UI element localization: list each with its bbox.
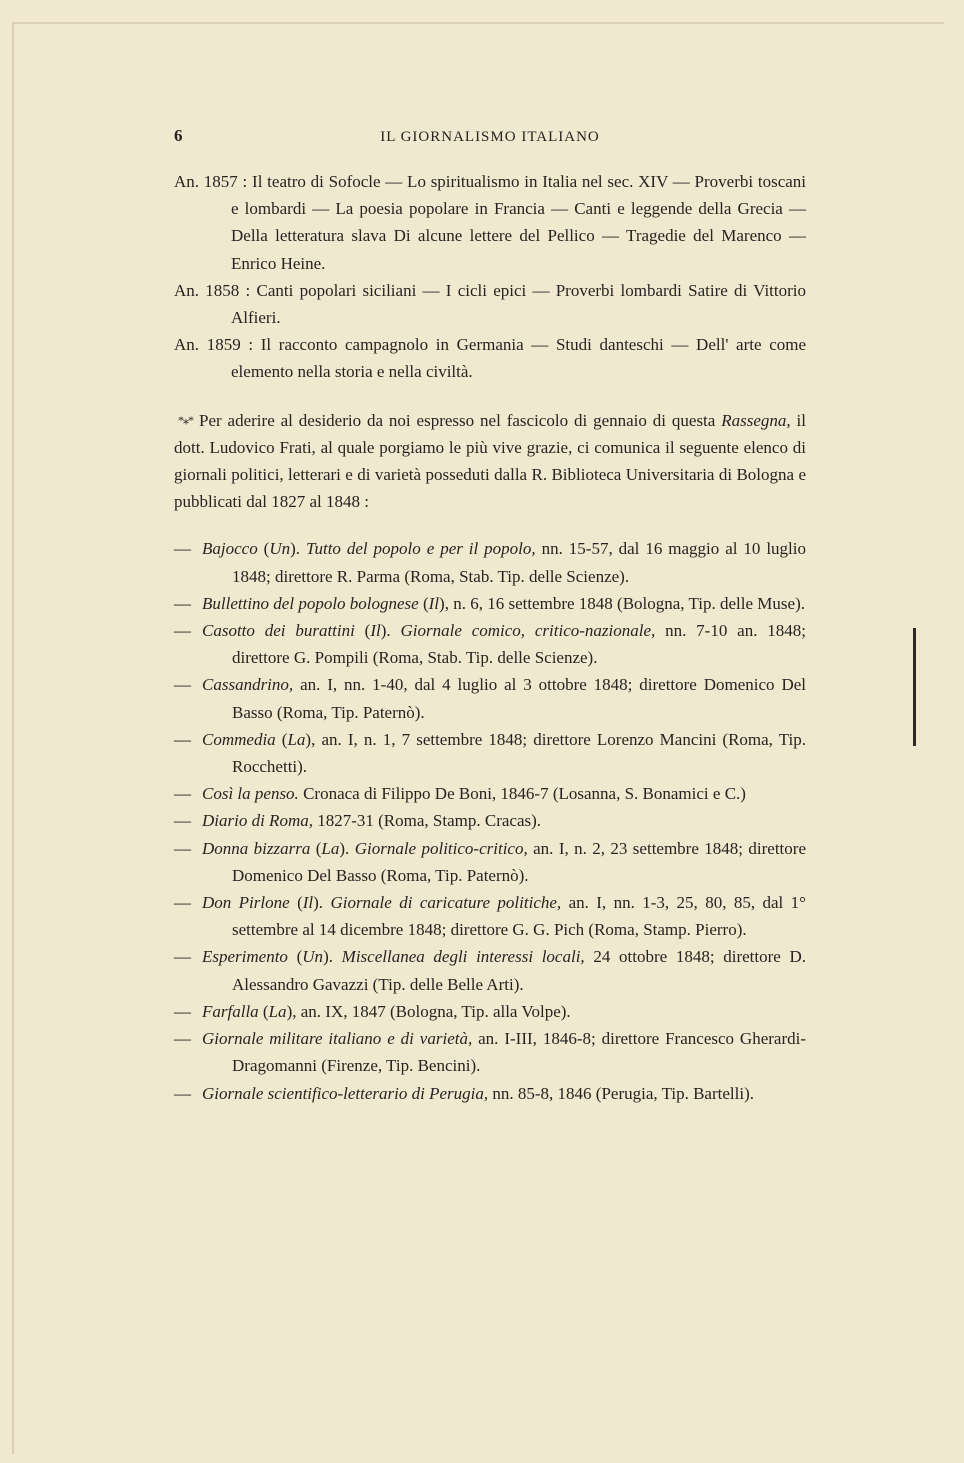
journal-title: Cassandrino,	[202, 675, 294, 695]
journal-title: Bajocco	[202, 539, 258, 559]
journal-details: Cronaca di Filippo De Boni, 1846-7 (Losanna, S. Bonamici e C.)	[303, 784, 746, 804]
journal-entry	[174, 807, 806, 834]
journal-details: n. 6, 16 settembre 1848 (Bologna, Tip. delle Muse).	[453, 593, 805, 613]
journal-title: Casotto dei burattini	[202, 621, 355, 641]
journal-article: La	[268, 1001, 287, 1021]
journal-entry	[174, 780, 806, 807]
dash-marker: —	[174, 947, 191, 967]
dash-marker: —	[174, 593, 191, 613]
year-entry	[174, 168, 806, 277]
journal-details: an. I, n. 1, 7 settembre 1848; direttore Lorenzo Mancini (Roma, Tip. Rocchetti).	[232, 729, 806, 777]
journal-details: nn. 7-10 an. 1848; direttore G. Pompili (Roma, Stab. Tip. delle Scienze).	[232, 621, 807, 668]
dash-marker: —	[174, 621, 191, 641]
dash-marker: —	[174, 729, 191, 749]
dash-marker: —	[174, 784, 191, 804]
journal-article: Il	[370, 621, 381, 641]
journal-title: Don Pirlone	[202, 893, 290, 913]
dash-marker: —	[174, 838, 191, 858]
year-text: Il racconto campagnolo in Germania — Studi danteschi — Dell' arte come elemento nella storia e nella civiltà.	[231, 335, 807, 382]
asterism-glyph: *⁎*	[178, 412, 193, 427]
dash-marker: —	[174, 1083, 191, 1103]
journal-entry: — Bullettino del popolo bolognese (Il), n. 6, 16 settembre 1848 (Bologna, Tip. delle Muse).	[174, 590, 806, 617]
journal-title: Donna bizzarra	[202, 838, 311, 858]
journal-title: Giornale militare italiano e di varietà,	[202, 1029, 473, 1049]
journal-subtitle: Tutto del popolo e per il popolo,	[305, 539, 536, 559]
year-entry	[174, 331, 806, 385]
journal-entry: — Donna bizzarra (La). Giornale politico-critico, an. I, n. 2, 23 settembre 1848; direttore Domenico Del Basso (Roma, Tip. Paternò).	[174, 835, 806, 889]
journal-title: Esperimento	[202, 947, 288, 967]
journal-list	[174, 535, 806, 1106]
journal-details: an. I-III, 1846-8; direttore Francesco Gherardi-Dragomanni (Firenze, Tip. Bencini).	[232, 1029, 807, 1076]
journal-details: nn. 15-57, dal 16 maggio al 10 luglio 1848; direttore R. Parma (Roma, Stab. Tip. delle Scienze).	[232, 539, 807, 586]
journal-article: Un	[269, 539, 291, 559]
year-text: Il teatro di Sofocle — Lo spiritualismo in Italia nel sec. XIV — Proverbi toscani e lombardi — La poesia popolare in Francia — Canti e leggende della Grecia — Della letteratura slava Di alcune lettere del Pellico — Tragedie del Marenco — Enrico Heine.	[231, 172, 807, 273]
journal-details: an. I, nn. 1-40, dal 4 luglio al 3 ottobre 1848; direttore Domenico Del Basso (Roma, Tip. Paternò).	[232, 675, 806, 722]
journal-title: Così la penso.	[202, 784, 299, 804]
year-label: An. 1859 :	[174, 335, 254, 355]
dash-marker: —	[174, 1029, 191, 1049]
year-entry	[174, 277, 806, 331]
journal-title: Commedia	[202, 729, 276, 749]
journal-entry: — Don Pirlone (Il). Giornale di caricature politiche, an. I, nn. 1-3, 25, 80, 85, dal 1° settembre al 14 dicembre 1848; direttore G. G. Pich (Roma, Stamp. Pierro).	[174, 889, 806, 943]
dash-marker: —	[174, 893, 191, 913]
journal-article: Un	[302, 947, 324, 967]
year-text: Canti popolari siciliani — I cicli epici — Proverbi lombardi Satire di Vittorio Alfieri.	[231, 280, 807, 328]
journal-subtitle: Miscellanea degli interessi locali,	[341, 947, 585, 967]
running-title: IL GIORNALISMO ITALIANO	[380, 129, 600, 145]
page-header	[174, 122, 806, 150]
journal-entry	[174, 1025, 806, 1079]
margin-mark	[913, 628, 916, 746]
dash-marker: —	[174, 675, 191, 695]
journal-article: La	[287, 729, 306, 749]
dash-marker: —	[174, 539, 191, 559]
page-content	[174, 122, 806, 1107]
note-text: il dott. Ludovico Frati, al quale porgiamo le più vive grazie, ci comunica il seguente elenco di giornali politici, letterari e di varietà posseduti dalla R. Biblioteca Universitaria di Bologna e pubblicati dal 1827 al 1848 :	[174, 410, 806, 512]
year-label: An. 1858 :	[174, 280, 251, 300]
journal-details: an. IX, 1847 (Bologna, Tip. alla Volpe).	[300, 1001, 571, 1021]
journal-entry: — Commedia (La), an. I, n. 1, 7 settembre 1848; direttore Lorenzo Mancini (Roma, Tip. Rocchetti).	[174, 726, 806, 780]
journal-subtitle: Giornale politico-critico,	[354, 838, 528, 858]
journal-title: Giornale scientifico-letterario di Perugia,	[202, 1083, 489, 1103]
journal-details: an. I, nn. 1-3, 25, 80, 85, dal 1° settembre al 14 dicembre 1848; direttore G. G. Pich (Roma, Stamp. Pierro).	[232, 893, 806, 940]
journal-details: 24 ottobre 1848; direttore D. Alessandro Gavazzi (Tip. delle Belle Arti).	[232, 947, 807, 994]
note-text: Per aderire al desiderio da noi espresso nel fascicolo di gennaio di questa	[199, 410, 722, 430]
journal-article: Il	[302, 893, 314, 913]
journal-entry	[174, 1080, 806, 1107]
journal-entry: — Esperimento (Un). Miscellanea degli interessi locali, 24 ottobre 1848; direttore D. Alessandro Gavazzi (Tip. delle Belle Arti).	[174, 943, 806, 997]
note-paragraph	[174, 407, 806, 516]
note-italic: Rassegna,	[721, 410, 791, 430]
journal-article: La	[321, 838, 340, 858]
journal-title: Farfalla	[202, 1001, 259, 1021]
journal-entry: — Casotto dei burattini (Il). Giornale comico, critico-nazionale, nn. 7-10 an. 1848; direttore G. Pompili (Roma, Stab. Tip. delle Scienze).	[174, 617, 806, 671]
journal-entry	[174, 671, 806, 725]
year-label: An. 1857 :	[174, 172, 248, 191]
journal-entry: — Farfalla (La), an. IX, 1847 (Bologna, Tip. alla Volpe).	[174, 998, 806, 1025]
journal-details: nn. 85-8, 1846 (Perugia, Tip. Bartelli).	[492, 1083, 754, 1103]
journal-title: Bullettino del popolo bolognese	[202, 593, 419, 613]
journal-subtitle: Giornale comico, critico-nazionale,	[400, 621, 656, 641]
journal-entry: — Bajocco (Un). Tutto del popolo e per il popolo, nn. 15-57, dal 16 maggio al 10 luglio 1848; direttore R. Parma (Roma, Stab. Tip. delle Scienze).	[174, 535, 806, 589]
dash-marker: —	[174, 1001, 191, 1021]
year-list	[174, 168, 806, 386]
page-number: 6	[174, 126, 183, 145]
dash-marker: —	[174, 811, 191, 831]
journal-title: Diario di Roma,	[202, 811, 313, 831]
journal-details: 1827-31 (Roma, Stamp. Cracas).	[317, 811, 542, 831]
journal-article: Il	[428, 593, 440, 613]
journal-subtitle: Giornale di caricature politiche,	[330, 893, 562, 913]
journal-details: an. I, n. 2, 23 settembre 1848; direttore Domenico Del Basso (Roma, Tip. Paternò).	[232, 838, 806, 885]
